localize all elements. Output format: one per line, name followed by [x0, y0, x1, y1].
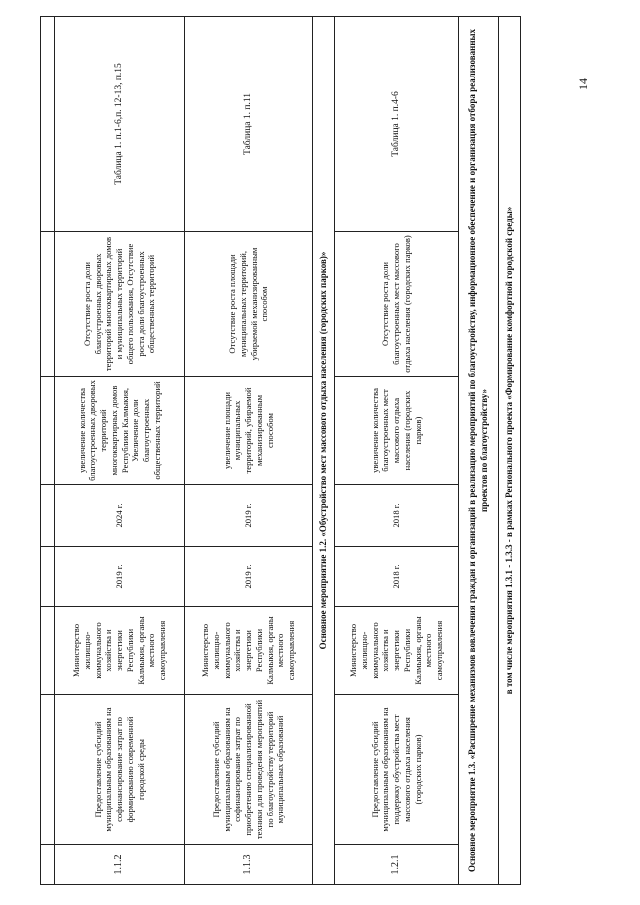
start-date: 2019 г.: [55, 547, 185, 607]
end-date: 2018 г.: [335, 485, 459, 547]
table-row: [55, 17, 185, 885]
row-number: 1.1.2: [55, 845, 185, 885]
section-subheading-1-3: в том числе мероприятия 1.3.1 - 1.3.3 - в рамках Регионального проекта «Формирование комфортной городской среды»: [499, 17, 521, 885]
start-date: 2018 г.: [335, 547, 459, 607]
table-row: [185, 17, 313, 885]
section-row: [459, 17, 499, 885]
section-heading-1-3: Основное мероприятие 1.3. «Расширение механизмов вовлечения граждан и организаций в реализацию мероприятий по благоустройству, информационное обеспечение и организация отбора реализованных проектов по благоустройству»: [459, 17, 499, 885]
measure-name: Предоставление субсидий муниципальным образованиям на софинансирование затрат по формированию современной городской среды: [55, 695, 185, 845]
table-cell: [41, 695, 55, 845]
consequence: Отсутствие роста доли благоустроенных мест массового отдыха населения (городских парков): [335, 232, 459, 377]
expected-result: увеличение площади муниципальных территорий, убираемой механизированным способом: [185, 377, 313, 485]
consequence: Отсутствие роста площади муниципальных территорий, убираемой механизированным способом: [185, 232, 313, 377]
page-number: 14: [576, 78, 590, 90]
indicator-reference: Таблица 1. п.1-6,п. 12-13, п.15: [55, 17, 185, 232]
section-row: [313, 17, 335, 885]
measure-name: Предоставление субсидий муниципальным образованиям на поддержку обустройства мест массового отдыха населения (городских парков): [335, 695, 459, 845]
start-date: 2019 г.: [185, 547, 313, 607]
indicator-reference: Таблица 1. п.11: [185, 17, 313, 232]
table-cell: [41, 377, 55, 485]
end-date: 2024 г.: [55, 485, 185, 547]
table-cell: [41, 547, 55, 607]
executor: Министерство жилищно-коммунального хозяйства и энергетики Республики Калмыкия, органы местного самоуправления: [335, 607, 459, 695]
table-cell: [41, 485, 55, 547]
section-heading-1-2: Основное мероприятие 1.2. «Обустройство мест массового отдыха населения (городских парков)»: [313, 17, 335, 885]
consequence: Отсутствие роста доли благоустроенных дворовых территорий многоквартирных домов и муниципальных территорий общего пользования, Отсутствие роста доли благоустроенных общественных территорий: [55, 232, 185, 377]
section-row: [499, 17, 521, 885]
end-date: 2019 г.: [185, 485, 313, 547]
table-cell: [41, 845, 55, 885]
table-cell: [41, 232, 55, 377]
table-cell: [41, 607, 55, 695]
row-number: 1.1.3: [185, 845, 313, 885]
table-cell: [41, 17, 55, 232]
indicator-reference: Таблица 1. п.4-6: [335, 17, 459, 232]
table-row: [335, 17, 459, 885]
expected-result: увеличение количества благоустроенных мест массового отдыха населения (городских парков): [335, 377, 459, 485]
expected-result: увеличение количества благоустроенных дворовых территорий многоквартирных домов Республики Калмыкия, Увеличение доли благоустроенных общественных территорий: [55, 377, 185, 485]
measure-name: Предоставление субсидий муниципальным образованиям на софинансирование затрат по приобретению специализированной техники для проведения мероприятий по благоустройству территорий муниципальных образований: [185, 695, 313, 845]
executor: Министерство жилищно-коммунального хозяйства и энергетики Республики Калмыкия, органы местного самоуправления: [55, 607, 185, 695]
table-row-top-border: [41, 17, 55, 885]
measures-table: [40, 16, 521, 885]
executor: Министерство жилищно-коммунального хозяйства и энергетики Республики Калмыкия, органы местного самоуправления: [185, 607, 313, 695]
row-number: 1.2.1: [335, 845, 459, 885]
